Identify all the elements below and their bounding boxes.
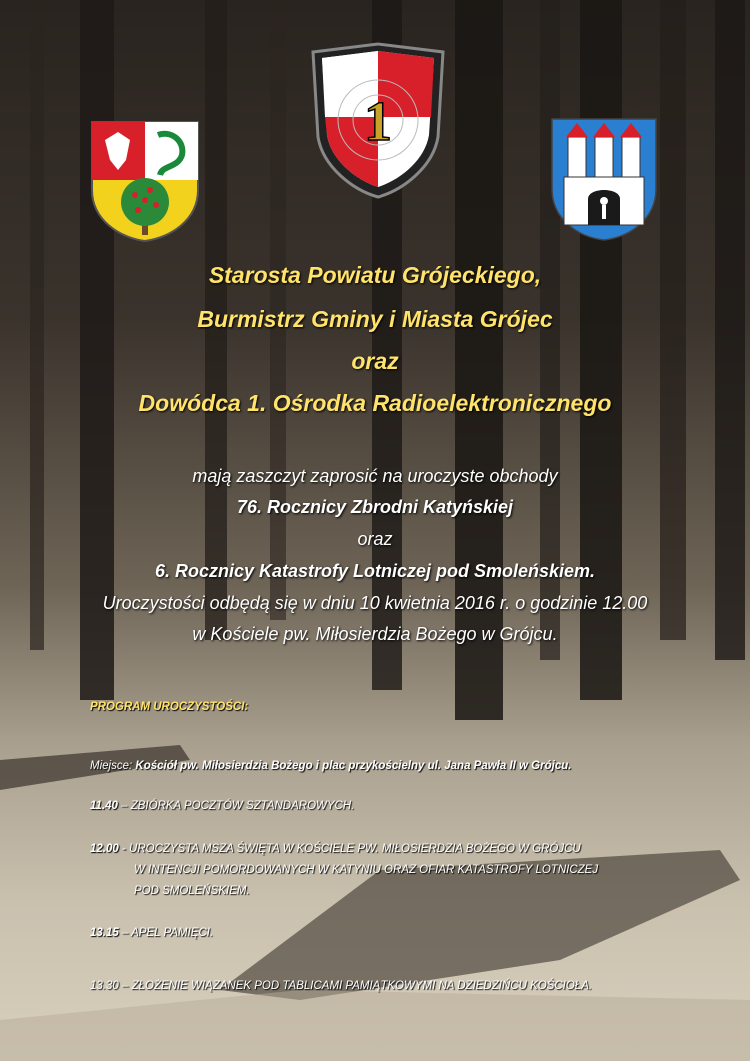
program-item-text: UROCZYSTA MSZA ŚWIĘTA W KOŚCIELE PW. MIŁOSIERDZIA BOŻEGO W GRÓJCU (129, 843, 581, 855)
program-item-separator: - (118, 843, 130, 855)
town-coat-of-arms-icon (550, 117, 658, 242)
program-place-value: Kościół pw. Miłosierdzia Bożego i plac przykościelny ul. Jana Pawła II w Grójcu. (135, 760, 572, 772)
invitation-line-3: oraz (357, 529, 393, 549)
header-line-1: Starosta Powiatu Grójeckiego, (208, 262, 542, 288)
header-line-3: oraz (351, 348, 399, 374)
program-item-continuation: POD SMOLEŃSKIEM. (134, 885, 250, 897)
program-item-time: 13.15 (90, 927, 119, 939)
program-item-text: ZŁOŻENIE WIĄZANEK POD TABLICAMI PAMIĄTKOWYMI NA DZIEDZIŃCU KOŚCIOŁA. (131, 980, 593, 992)
unit-shield-emblem-icon (308, 42, 448, 199)
program-item-text: APEL PAMIĘCI. (131, 927, 214, 939)
program-item (90, 800, 354, 812)
program-item (90, 927, 213, 939)
program-title: PROGRAM UROCZYSTOŚCI: (90, 701, 249, 713)
program-item-text: ZBIÓRKA POCZTÓW SZTANDAROWYCH. (130, 800, 355, 812)
program-item-continuation: W INTENCJI POMORDOWANYCH W KATYNIU ORAZ OFIAR KATASTROFY LOTNICZEJ (134, 864, 599, 876)
invitation-line-2: 76. Rocznicy Zbrodni Katyńskiej (236, 497, 514, 517)
program-item-time: 12.00 (90, 843, 119, 855)
program-item-separator: – (117, 800, 131, 812)
program-item-time: 13.30 (90, 980, 119, 992)
program-item (90, 980, 592, 992)
invitation-line-1: mają zaszczyt zaprosić na uroczyste obchody (192, 466, 558, 486)
invitation-line-5: Uroczystości odbędą się w dniu 10 kwietnia 2016 r. o godzinie 12.00 (102, 593, 648, 613)
program-item-separator: – (118, 927, 132, 939)
program-item (90, 843, 581, 855)
program-place-label: Miejsce: (90, 760, 133, 772)
invitation-line-6: w Kościele pw. Miłosierdzia Bożego w Grójcu. (192, 624, 558, 644)
header-line-4: Dowódca 1. Ośrodka Radioelektronicznego (138, 390, 612, 416)
unit-number-text: 1 (364, 91, 392, 153)
program-item-time: 11.40 (90, 800, 118, 812)
invitation-line-4: 6. Rocznicy Katastrofy Lotniczej pod Smoleńskiem. (154, 561, 596, 581)
program-item-separator: – (118, 980, 132, 992)
header-line-2: Burmistrz Gminy i Miasta Grójec (197, 306, 553, 332)
county-coat-of-arms-icon (90, 120, 200, 243)
program-place (90, 760, 571, 772)
